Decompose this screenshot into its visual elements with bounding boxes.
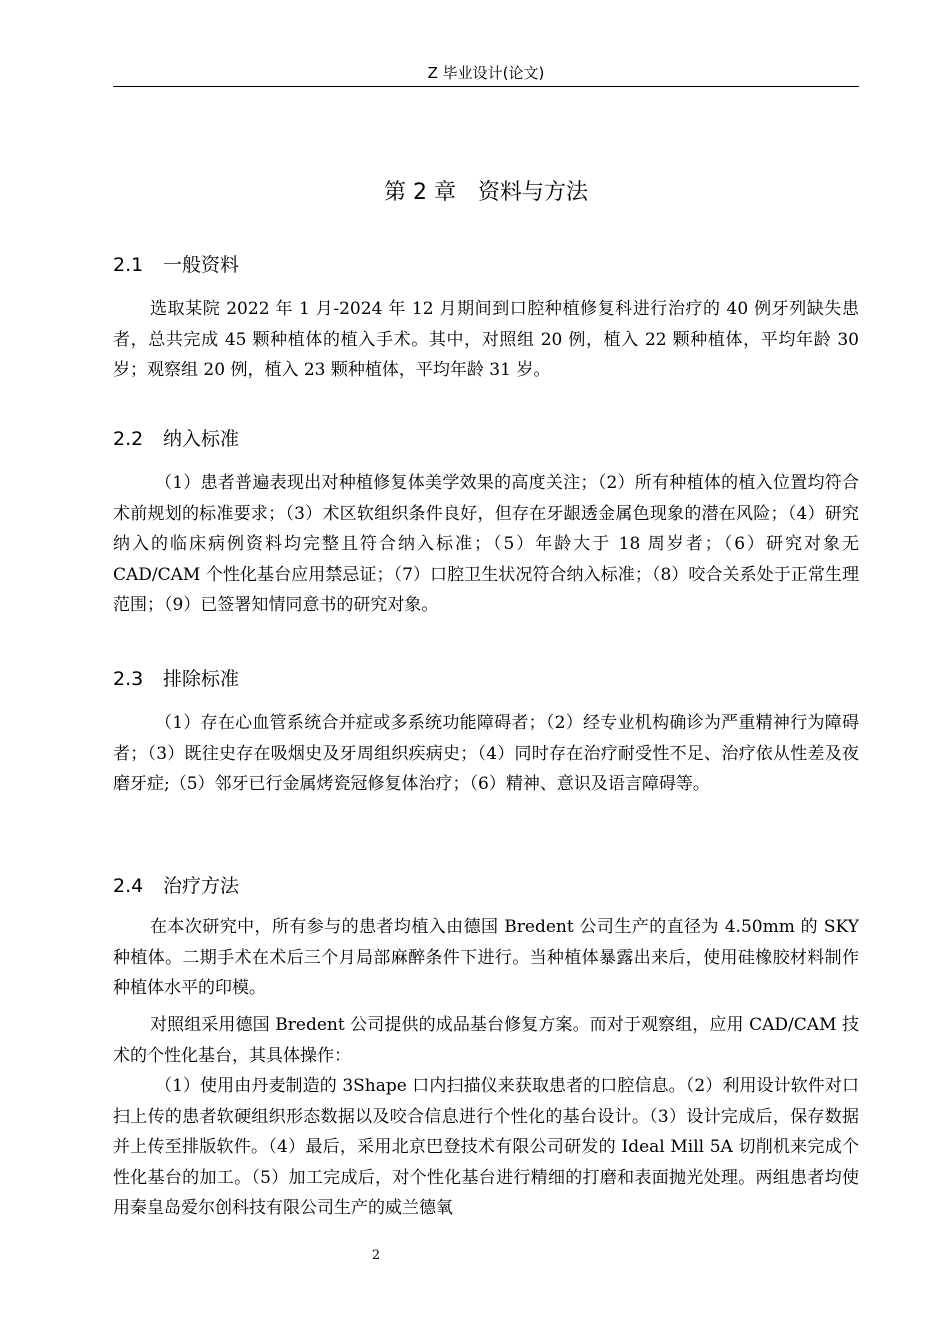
page-number: 2 (371, 1248, 381, 1263)
section-number: 2.4 (113, 875, 144, 897)
section-title: 排除标准 (163, 668, 240, 690)
section-heading-2-3 (113, 666, 239, 692)
section-title: 一般资料 (163, 254, 240, 276)
section-heading-2-1 (113, 252, 239, 278)
section-heading-2-4 (113, 873, 239, 899)
paragraph-inclusion-criteria: （1）患者普遍表现出对种植修复体美学效果的高度关注；（2）所有种植体的植入位置均符合术前规划的标准要求；（3）术区软组织条件良好，但存在牙龈透金属色现象的潜在风险；（4）研究纳入的临床病例资料均完整且符合纳入标准；（5）年龄大于 18 周岁者；（6）研究对象无 CAD/CAM 个性化基台应用禁忌证；（7）口腔卫生状况符合纳入标准；（8）咬合关系处于正常生理范围；（9）已签署知情同意书的研究对象。 (113, 473, 859, 615)
chapter-title: 第 2 章 资料与方法 (384, 180, 588, 205)
section-number: 2.1 (113, 254, 144, 276)
section-title: 治疗方法 (163, 875, 240, 897)
paragraph-procedure-steps: （1）使用由丹麦制造的 3Shape 口内扫描仪来获取患者的口腔信息。（2）利用设计软件对口扫上传的患者软硬组织形态数据以及咬合信息进行个性化的基台设计。（3）设计完成后，保存数据并上传至排版软件。（4）最后，采用北京巴登技术有限公司研发的 Ideal Mill 5A 切削机来完成个性化基台的加工。（5）加工完成后，对个性化基台进行精细的打磨和表面抛光处理。两组患者均使用秦皇岛爱尔创科技有限公司生产的威兰德氧 (113, 1076, 859, 1218)
paragraph-exclusion-criteria: （1）存在心血管系统合并症或多系统功能障碍者；（2）经专业机构确诊为严重精神行为障碍者；（3）既往史存在吸烟史及牙周组织疾病史；（4）同时存在治疗耐受性不足、治疗依从性差及夜磨牙症;（5）邻牙已行金属烤瓷冠修复体治疗；（6）精神、意识及语言障碍等。 (113, 713, 859, 794)
paragraph-general-data: 选取某院 2022 年 1 月-2024 年 12 月期间到口腔种植修复科进行治疗的 40 例牙列缺失患者，总共完成 45 颗种植体的植入手术。其中，对照组 20 例，植入 22 颗种植体，平均年龄 30 岁；观察组 20 例，植入 23 颗种植体，平均年龄 31 岁。 (113, 299, 859, 380)
page-header: Z 毕业设计(论文) (113, 62, 859, 87)
section-number: 2.3 (113, 668, 144, 690)
section-number: 2.2 (113, 428, 144, 450)
section-title: 纳入标准 (163, 428, 240, 450)
paragraph-control-group: 对照组采用德国 Bredent 公司提供的成品基台修复方案。而对于观察组，应用 CAD/CAM 技术的个性化基台，其具体操作： (113, 1015, 859, 1066)
paragraph-treatment-method: 在本次研究中，所有参与的患者均植入由德国 Bredent 公司生产的直径为 4.50mm 的 SKY 种植体。二期手术在术后三个月局部麻醉条件下进行。当种植体暴露出来后，使用硅橡胶材料制作种植体水平的印模。 (113, 917, 859, 998)
section-heading-2-2 (113, 426, 239, 452)
